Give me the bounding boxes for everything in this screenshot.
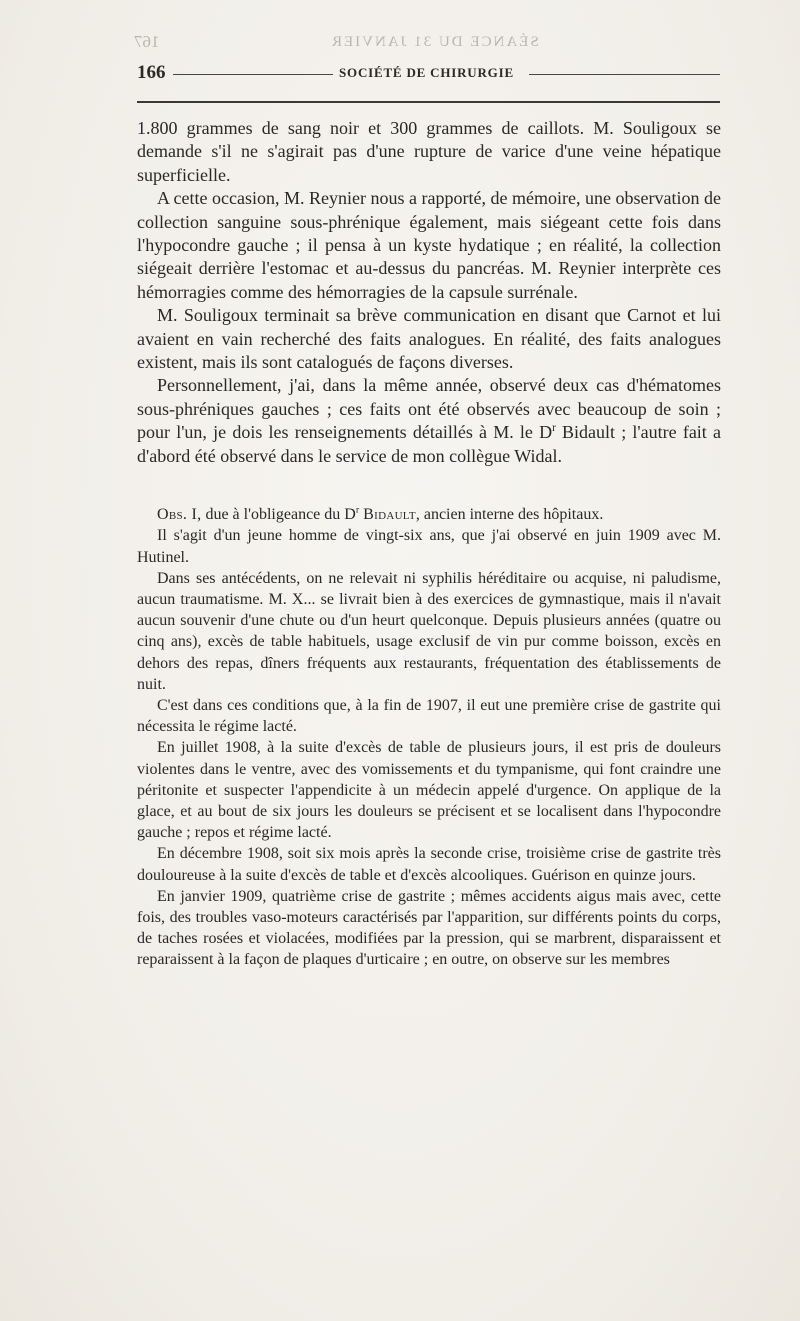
observation-paragraph: Il s'agit d'un jeune homme de vingt-six ans, que j'ai observé en juin 1909 avec M. Hutinel. <box>137 527 721 566</box>
observation-label: Obs. I, <box>157 506 202 524</box>
bleed-through-heading: SÉANCE DU 31 JANVIER <box>330 34 539 50</box>
paragraph-personal <box>137 374 721 468</box>
paragraph-continuation: 1.800 grammes de sang noir et 300 grammes de caillots. M. Souligoux se demande s'il ne s'agirait pas d'une rupture de varice d'une veine hépatique superficielle. <box>137 118 721 185</box>
page-number: 166 <box>137 62 166 83</box>
observation-section <box>137 504 721 970</box>
page-header <box>137 62 720 84</box>
observation-paragraph: En janvier 1909, quatrième crise de gastrite ; mêmes accidents aigus mais avec, cette fois, des troubles vaso-moteurs caractérisés par l'apparition, sur différents points du corps, de taches rosées et violacées, modifiées par la pression, qui se marbrent, disparaissent et reparaissent à la façon de plaques d'urticaire ; en outre, on observe sur les membres <box>137 887 721 969</box>
observation-heading-end: , ancien interne des hôpitaux. <box>415 506 604 524</box>
header-rule-right <box>529 74 720 75</box>
paragraph-personal-text-end: Bidault ; l'autre fait a d'abord été observé dans le service de mon collègue Widal. <box>137 422 721 466</box>
observation-superscript: r <box>355 504 360 516</box>
observation-paragraph: C'est dans ces conditions que, à la fin de 1907, il eut une première crise de gastrite qui nécessita le régime lacté. <box>137 696 721 736</box>
observation-name: Bidault <box>363 506 416 524</box>
observation-paragraph: Dans ses antécédents, on ne relevait ni syphilis héréditaire ou acquise, ni paludisme, aucun traumatisme. M. X... se livrait bien à des exercices de gymnastique, mais il n'avait aucun souvenir d'une chute ou d'un heurt quelconque. Depuis plusieurs années (quatre ou cinq ans), excès de table habituels, usage exclusif de vin pur comme boisson, excès en dehors des repas, dîners fréquents aux restaurants, fréquentation des établissements de nuit. <box>137 569 721 693</box>
paragraph-souligoux: M. Souligoux terminait sa brève communication en disant que Carnot et lui avaient en vain recherché des faits analogues. En réalité, des faits analogues existent, mais ils sont catalogués de façons diverses. <box>137 305 721 373</box>
paragraph-personal-text: Personnellement, j'ai, dans la même année, observé deux cas d'hématomes sous-phréniques gauches ; ces faits ont été observés avec beaucoup de soin ; pour l'un, je dois les renseignements détaillés à M. le D <box>137 375 721 443</box>
doctor-superscript: r <box>552 422 556 435</box>
paragraph-reynier: A cette occasion, M. Reynier nous a rapporté, de mémoire, une observation de collection sanguine sous-phrénique également, mais siégeant cette fois dans l'hypocondre gauche ; il pensa à un kyste hydatique ; en réalité, la collection siégeait derrière l'estomac et au-dessus du pancréas. M. Reynier interprète ces hémorragies comme des hémorragies de la capsule surrénale. <box>137 188 721 302</box>
header-rule-left <box>173 74 333 75</box>
observation-heading <box>137 504 721 525</box>
observation-paragraph: En juillet 1908, à la suite d'excès de table de plusieurs jours, il est pris de douleurs violentes dans le ventre, avec des vomissements et du tympanisme, qui font craindre une péritonite et suspecter l'appendicite à un médecin appelé d'urgence. On applique de la glace, et au bout de six jours les douleurs se précisent et se localisent dans l'hypocondre gauche ; repos et régime lacté. <box>137 739 721 842</box>
discussion-section <box>137 117 721 468</box>
bleed-through-number: 167 <box>134 32 160 51</box>
main-text <box>137 117 721 971</box>
running-head: SOCIÉTÉ DE CHIRURGIE <box>339 65 514 80</box>
observation-heading-text: due à l'obligeance du D <box>201 506 356 524</box>
observation-paragraph: En décembre 1908, soit six mois après la seconde crise, troisième crise de gastrite très douloureuse à la suite d'excès de table et d'excès alcooliques. Guérison en quinze jours. <box>137 845 721 884</box>
section-gap <box>137 468 721 504</box>
top-rule <box>137 101 720 103</box>
